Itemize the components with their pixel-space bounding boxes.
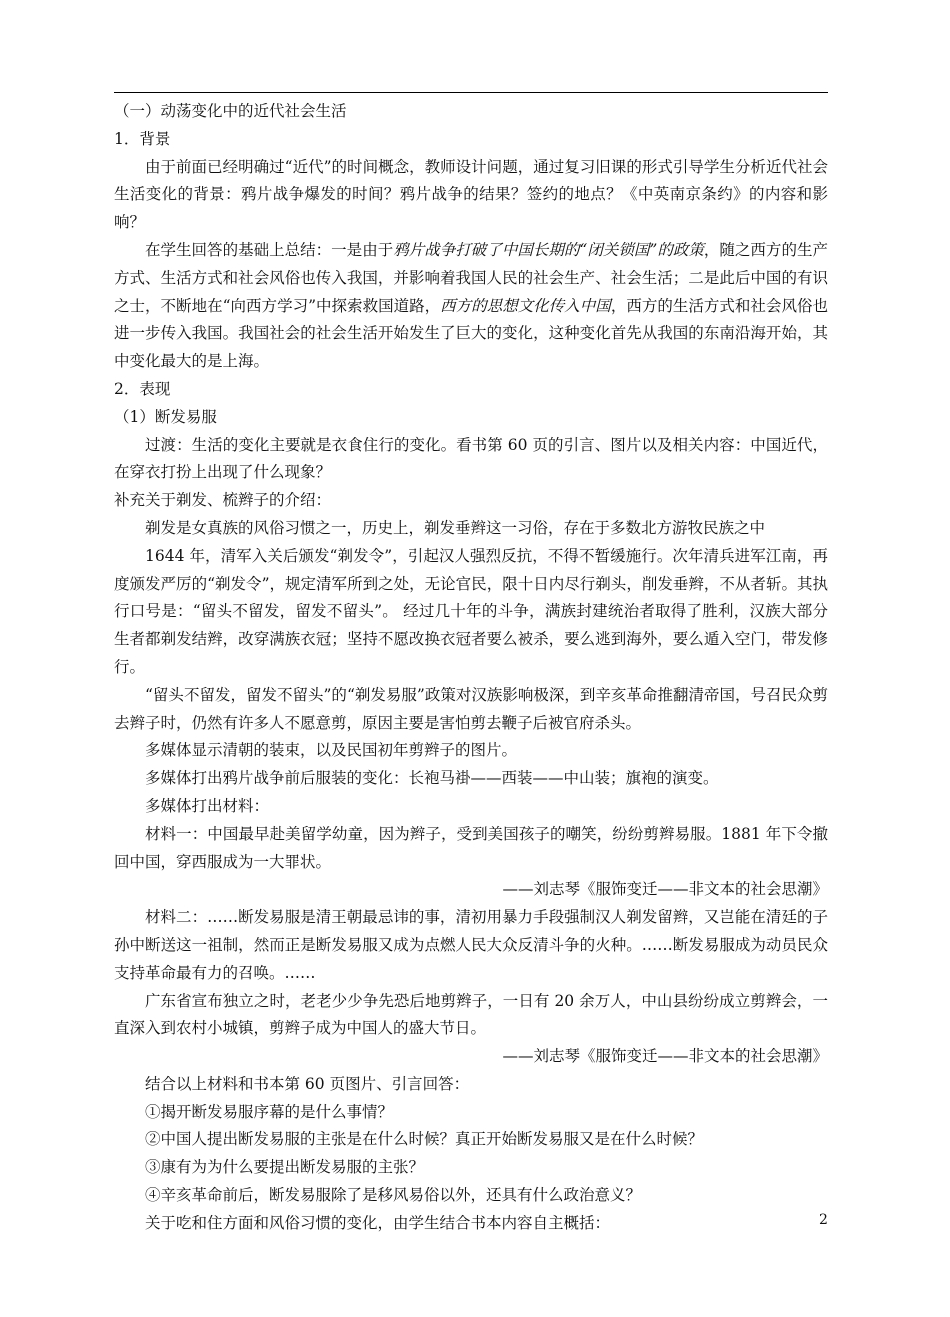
text-run: ，西方的生活方式和社会风俗也进一步传入我国。我国社会的社会生活开始发生了巨大的变化，这种变化首先从我国的东南沿海开始，其中变化最大的是上海。	[114, 296, 828, 371]
paragraph-shave-3: “留头不留发，留发不留头”的“剃发易服”政策对汉族影响极深，到辛亥革命推翻清帝国，号召民众剪去辫子时，仍然有许多人不愿意剪，原因主要是害怕剪去鞭子后被官府杀头。	[114, 685, 828, 732]
text-run: 在学生回答的基础上总结：一是由于	[145, 240, 394, 259]
paragraph-combine: 结合以上材料和书本第 60 页图片、引言回答：	[145, 1074, 470, 1093]
paragraph-background-1: 由于前面已经明确过“近代”的时间概念，教师设计问题，通过复习旧课的形式引导学生分析近代社会生活变化的背景：鸦片战争爆发的时间？鸦片战争的结果？签约的地点？《中英南京条约》的内容和影响？	[114, 157, 828, 232]
citation-1: ——刘志琴《服饰变迁——非文本的社会思潮》	[502, 880, 828, 899]
paragraph-shave-1: 剃发是女真族的风俗习惯之一，历史上，剃发垂辫这一习俗，存在于多数北方游牧民族之中	[145, 518, 766, 537]
header-rule	[114, 92, 828, 93]
citation-2: ——刘志琴《服饰变迁——非文本的社会思潮》	[502, 1047, 828, 1066]
heading-performance: 2．表现	[114, 379, 171, 398]
paragraph-food-housing: 关于吃和住方面和风俗习惯的变化，由学生结合书本内容自主概括：	[145, 1213, 611, 1232]
question-3: ③康有为为什么要提出断发易服的主张？	[145, 1158, 425, 1177]
question-2: ②中国人提出断发易服的主张是在什么时候？真正开始断发易服又是在什么时候？	[145, 1130, 704, 1149]
section-title: （一）动荡变化中的近代社会生活	[114, 102, 347, 120]
paragraph-background-2	[114, 237, 828, 376]
paragraph-material-1: 材料一：中国最早赴美留学幼童，因为辫子，受到美国孩子的嘲笑，纷纷剪辫易服。1881 年下令撤回中国，穿西服成为一大罪状。	[114, 824, 828, 871]
text-run: ，随之西方的生产方式、生活方式和社会风俗也传入我国，并影响着我国人民的社会生产、社会生活；二是此后中国的有识之士，不断地在“向西方学习”中探索救国道路，	[114, 240, 828, 315]
paragraph-media-3: 多媒体打出材料：	[145, 796, 270, 815]
page-number: 2	[819, 1212, 828, 1228]
question-4: ④辛亥革命前后，断发易服除了是移风易俗以外，还具有什么政治意义？	[145, 1186, 642, 1205]
emphasis-western-culture: 西方的思想文化传入中国	[440, 296, 611, 315]
paragraph-shave-2: 1644 年，清军入关后颁发“剃发令”，引起汉人强烈反抗，不得不暂缓施行。次年清兵进军江南，再度颁发严厉的“剃发令”，规定清军所到之处，无论官民，限十日内尽行剃头，削发垂辫，不从者斩。其执行口号是：“留头不留发，留发不留头”。 经过几十年的斗争，满族封建统治者取得了胜利，汉族大部分生者都剃发结辫，改穿满族衣冠；坚持不愿改换衣冠者要么被杀，要么逃到海外，要么遁入空门，带发修行。	[114, 546, 828, 676]
paragraph-transition: 过渡：生活的变化主要就是衣食住行的变化。看书第 60 页的引言、图片以及相关内容：中国近代，在穿衣打扮上出现了什么现象？	[114, 435, 828, 482]
subheading-hair-dress: （1）断发易服	[114, 407, 217, 426]
document-body	[114, 98, 828, 1238]
paragraph-media-2: 多媒体打出鸦片战争前后服装的变化：长袍马褂——西装——中山装；旗袍的演变。	[145, 769, 719, 788]
question-1: ①揭开断发易服序幕的是什么事情？	[145, 1102, 394, 1121]
emphasis-closed-door: 鸦片战争打破了中国长期的“闭关锁国”的政策	[393, 240, 704, 259]
paragraph-material-2: 材料二：……断发易服是清王朝最忌讳的事，清初用暴力手段强制汉人剃发留辫，又岂能在清廷的子孙中断送这一祖制，然而正是断发易服又成为点燃人民大众反清斗争的火种。……断发易服成为动员民众支持革命最有力的召唤。……	[114, 908, 828, 982]
paragraph-supplement: 补充关于剃发、梳辫子的介绍：	[114, 491, 332, 510]
heading-background: 1．背景	[114, 129, 171, 148]
paragraph-media-1: 多媒体显示清朝的装束，以及民国初年剪辫子的图片。	[145, 741, 518, 760]
paragraph-material-3: 广东省宣布独立之时，老老少少争先恐后地剪辫子，一日有 20 余万人，中山县纷纷成立剪辫会，一直深入到农村小城镇，剪辫子成为中国人的盛大节日。	[114, 991, 828, 1038]
